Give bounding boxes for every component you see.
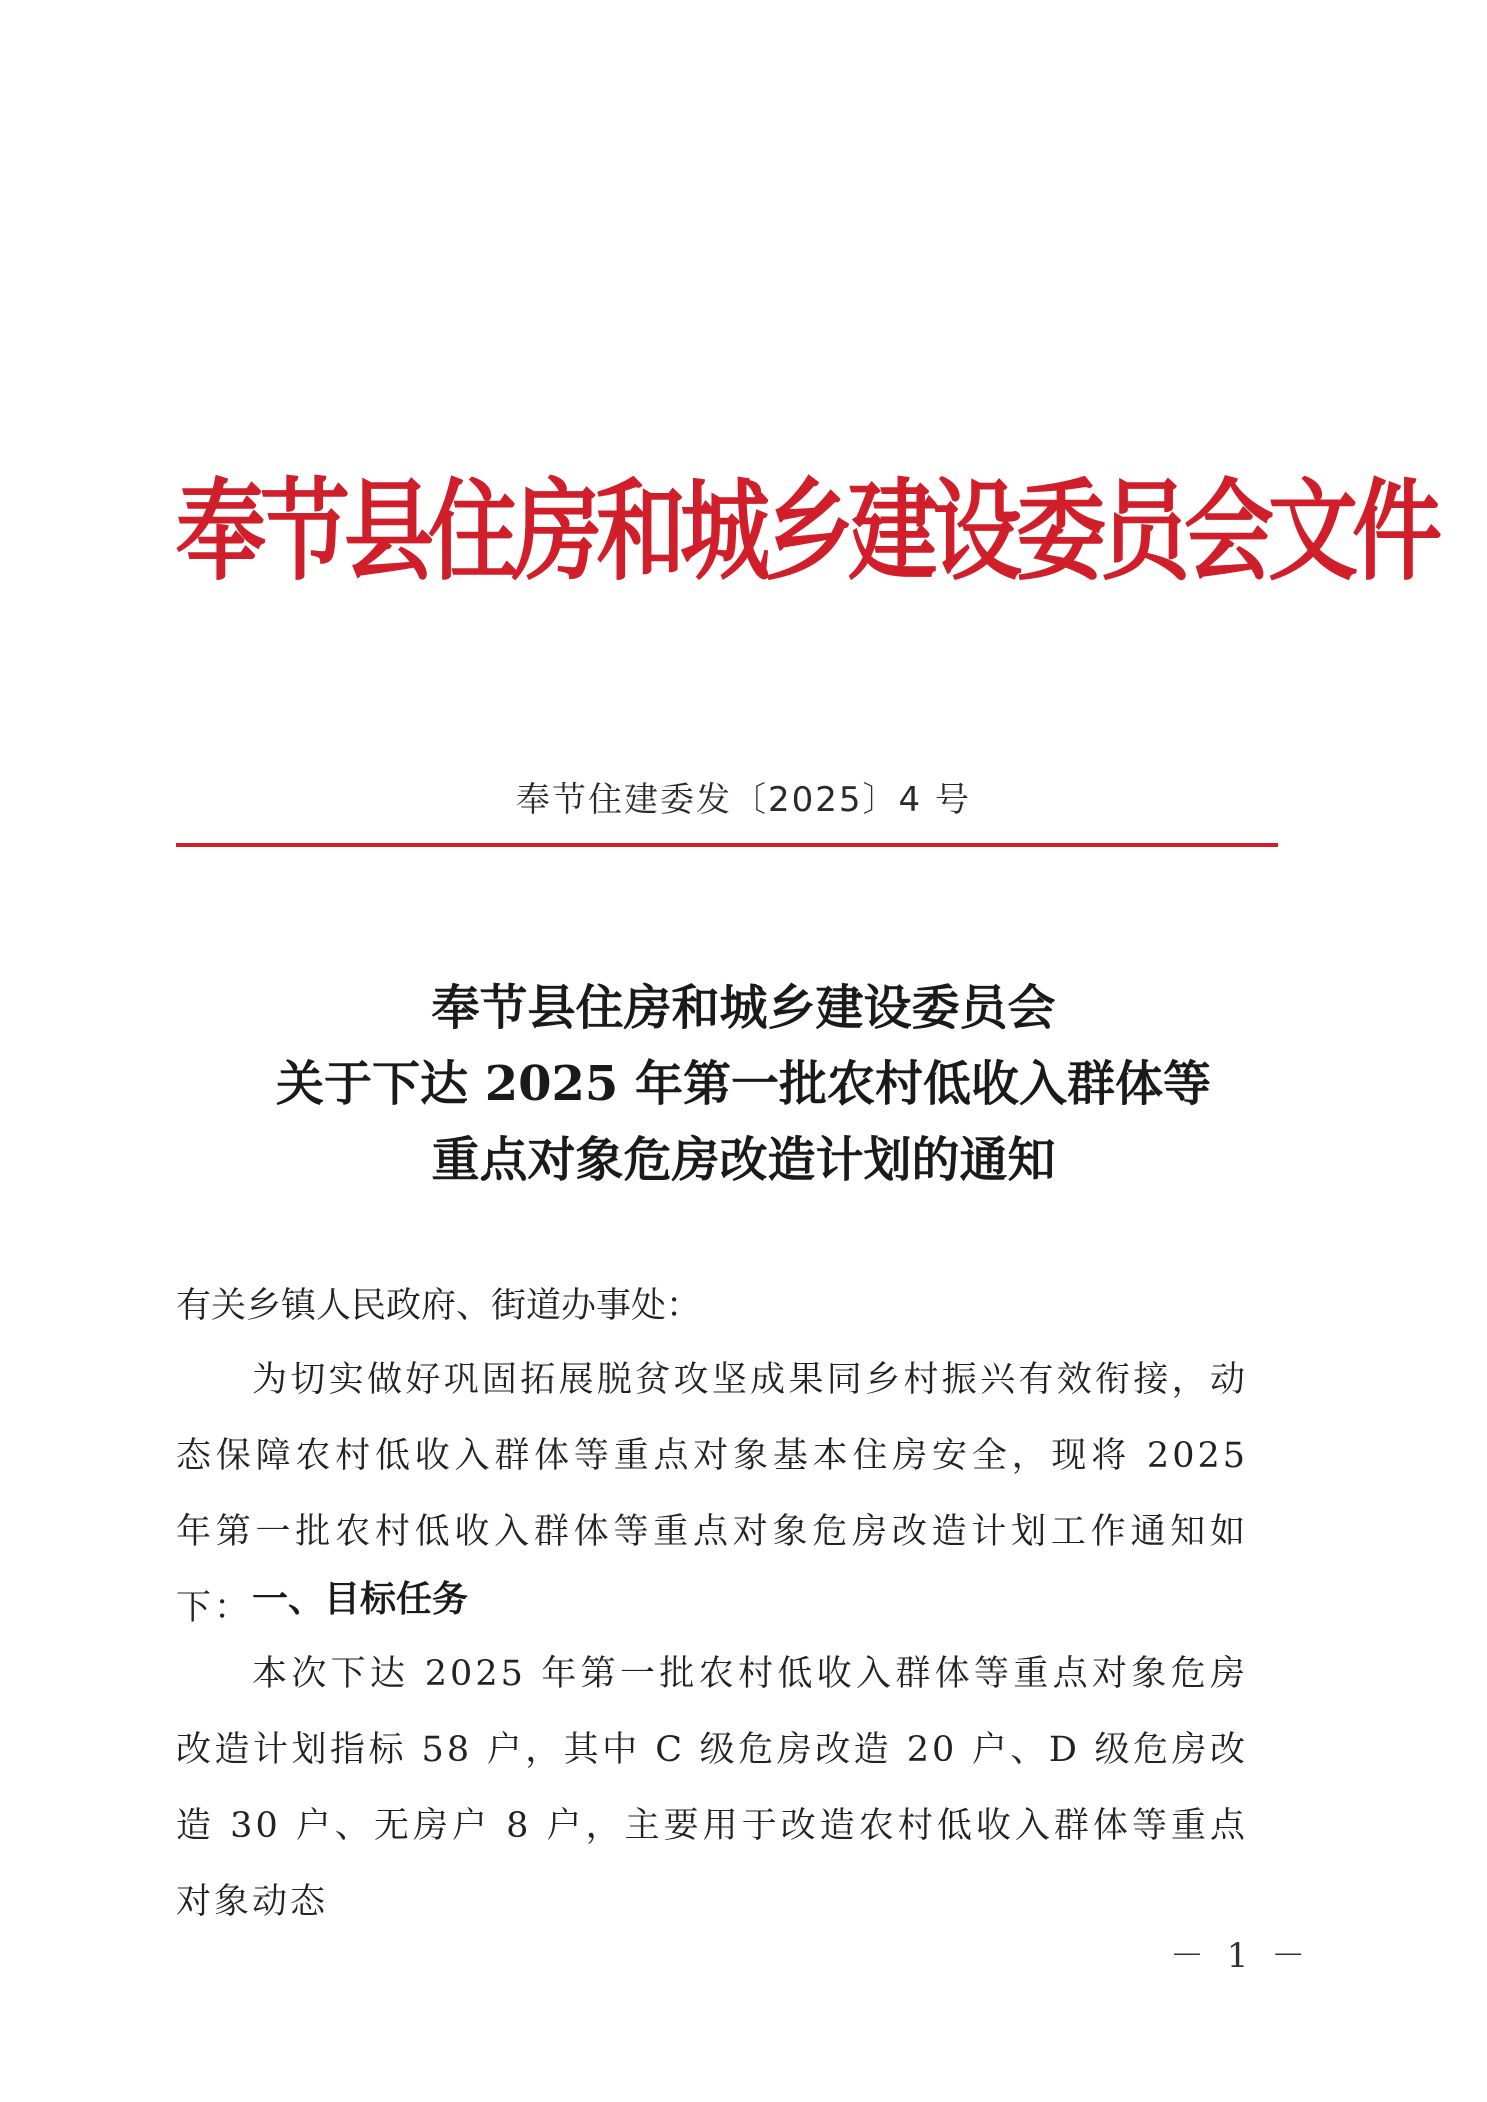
section-heading-1: 一、目标任务: [252, 1579, 469, 1620]
body-paragraph-2: 本次下达 2025 年第一批农村低收入群体等重点对象危房改造计划指标 58 户，其中 C 级危房改造 20 户、D 级危房改造 30 户、无房户 8 户，主要用于改造农村低收入群体等重点对象动态: [176, 1654, 1248, 1922]
title-line-2: 关于下达 2025 年第一批农村低收入群体等: [275, 1056, 1212, 1112]
title-line-3: 重点对象危房改造计划的通知: [431, 1132, 1056, 1188]
document-title: [0, 970, 1487, 1198]
page-number: － 1 －: [1170, 1936, 1312, 1976]
title-line-1: 奉节县住房和城乡建设委员会: [431, 980, 1056, 1036]
salutation: 有关乡镇人民政府、街道办事处：: [176, 1286, 702, 1326]
document-number: 奉节住建委发〔2025〕4 号: [516, 780, 971, 820]
red-divider-line: [176, 843, 1278, 847]
body-paragraph-1: 为切实做好巩固拓展脱贫攻坚成果同乡村振兴有效衔接，动态保障农村低收入群体等重点对象基本住房安全，现将 2025 年第一批农村低收入群体等重点对象危房改造计划工作通知如下：: [176, 1360, 1248, 1628]
issuer-banner: 奉节县住房和城乡建设委员会文件: [176, 468, 1436, 597]
